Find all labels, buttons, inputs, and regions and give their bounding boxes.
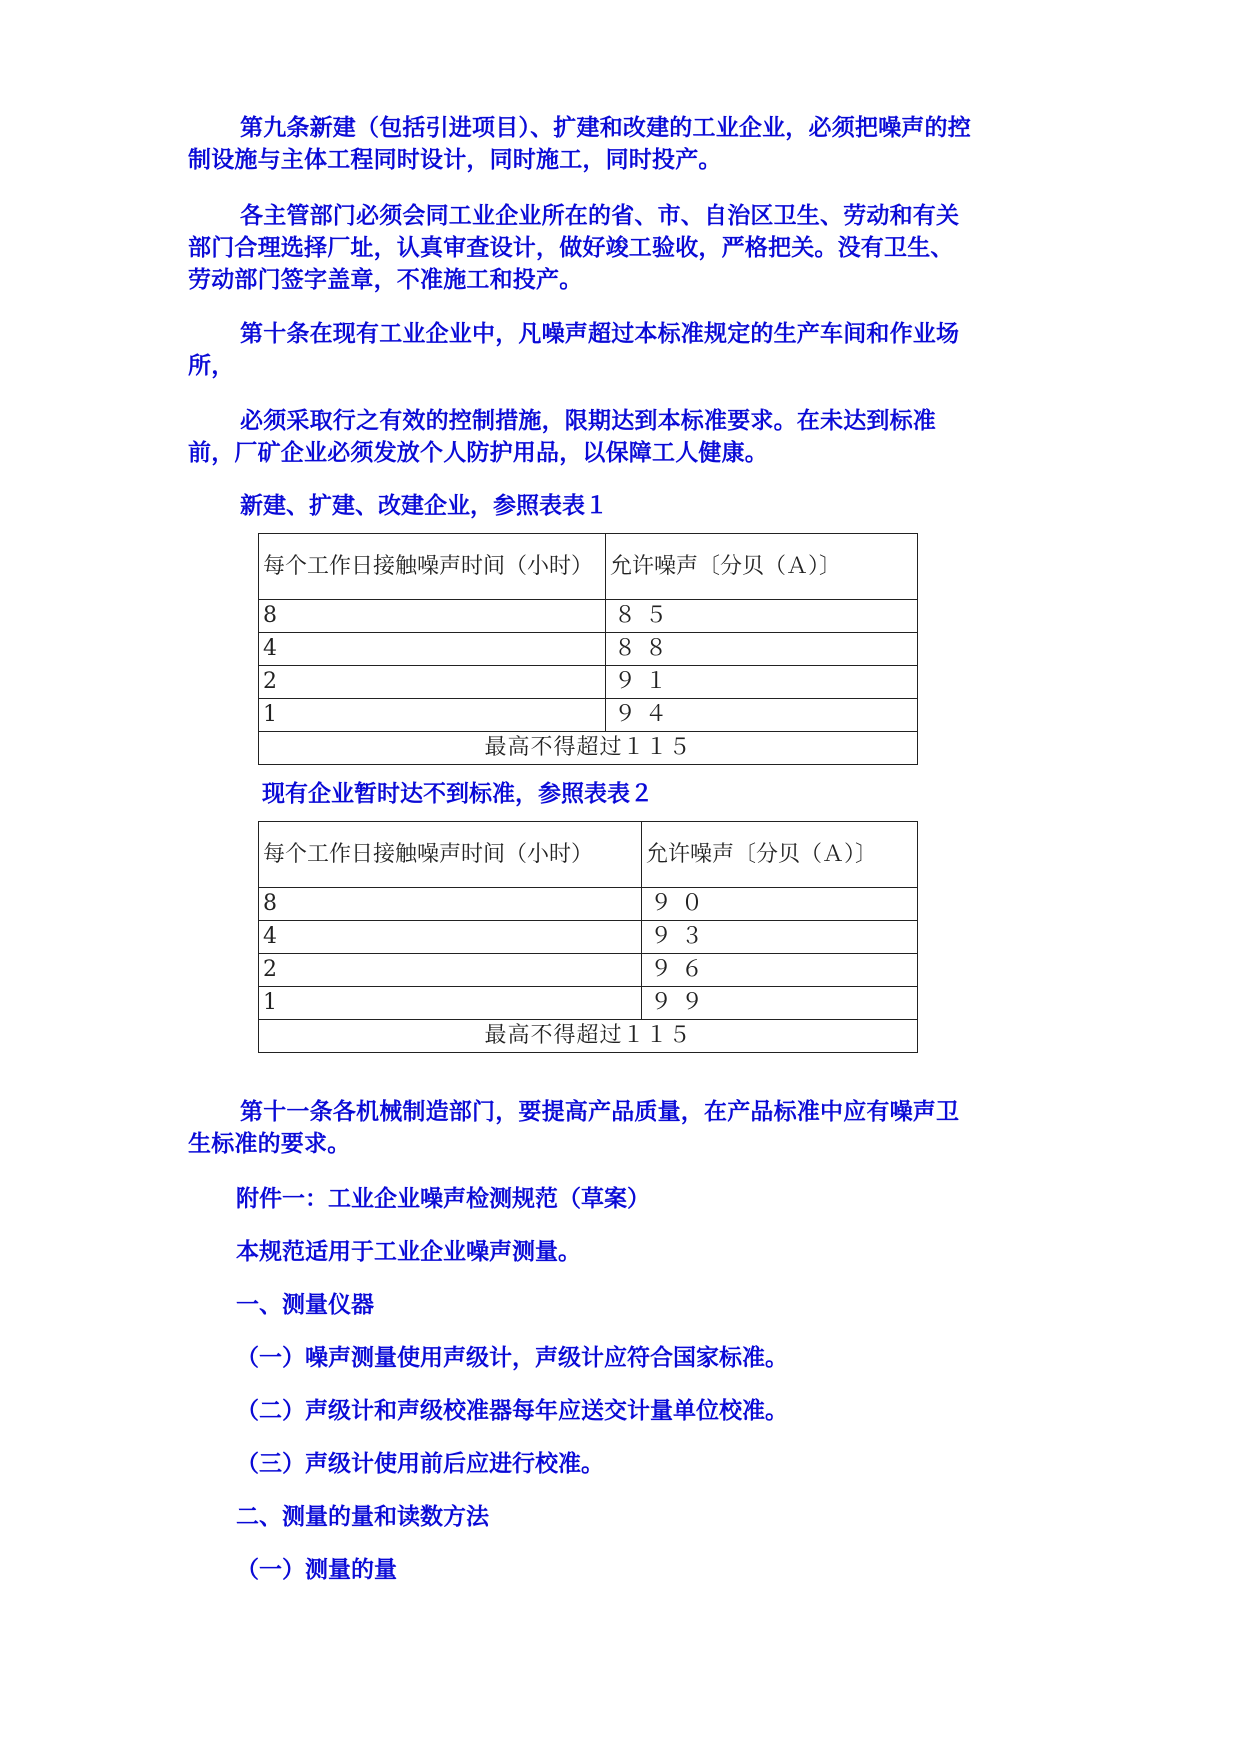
table-header-allowed-noise: 允许噪声〔分贝（Ａ）〕 [606, 534, 918, 600]
table-cell-decibels: ８５ [606, 600, 918, 633]
list-item-pre-post-calibration: （三）声级计使用前后应进行校准。 [236, 1450, 604, 1477]
table-cell-decibels: ９４ [606, 699, 918, 732]
noise-table-new-enterprises [258, 533, 918, 765]
table-cell-hours: 2 [259, 666, 606, 699]
table-cell-hours: 8 [259, 600, 606, 633]
table-cell-decibels: ８８ [606, 633, 918, 666]
table-cell-hours: 8 [259, 888, 642, 921]
list-item-sound-level-meter: （一）噪声测量使用声级计，声级计应符合国家标准。 [236, 1344, 788, 1371]
paragraph-article-11: 第十一条各机械制造部门，要提高产品质量，在产品标准中应有噪声卫生标准的要求。 [188, 1098, 960, 1157]
paragraph-control-measures: 必须采取行之有效的控制措施，限期达到本标准要求。在未达到标准前，厂矿企业必须发放个人防护用品，以保障工人健康。 [188, 407, 936, 466]
table-row [259, 633, 918, 666]
table-cell-decibels: ９０ [642, 888, 918, 921]
table-cell-decibels: ９６ [642, 954, 918, 987]
table-header-row [259, 822, 918, 888]
table-row [259, 600, 918, 633]
appendix-scope: 本规范适用于工业企业噪声测量。 [236, 1238, 581, 1265]
table-row [259, 666, 918, 699]
list-item-annual-calibration: （二）声级计和声级校准器每年应送交计量单位校准。 [236, 1397, 788, 1424]
paragraph-article-10: 第十条在现有工业企业中，凡噪声超过本标准规定的生产车间和作业场所， [188, 320, 960, 379]
table-cell-hours: 4 [259, 633, 606, 666]
table-footer-row [259, 732, 918, 765]
paragraph-department-approval: 各主管部门必须会同工业企业所在的省、市、自治区卫生、劳动和有关部门合理选择厂址，认真审查设计，做好竣工验收，严格把关。没有卫生、劳动部门签字盖章，不准施工和投产。 [188, 202, 960, 293]
table-header-allowed-noise: 允许噪声〔分贝（Ａ）〕 [642, 822, 918, 888]
table-header-row [259, 534, 918, 600]
table1-caption: 新建、扩建、改建企业，参照表表１ [240, 492, 608, 519]
table-cell-decibels: ９３ [642, 921, 918, 954]
noise-table-existing-enterprises [258, 821, 918, 1053]
table-cell-hours: 4 [259, 921, 642, 954]
section-heading-measurement-method: 二、测量的量和读数方法 [236, 1503, 489, 1530]
table-row [259, 954, 918, 987]
table-cell-hours: 2 [259, 954, 642, 987]
table2-caption: 现有企业暂时达不到标准，参照表表２ [262, 780, 653, 807]
table-cell-hours: 1 [259, 699, 606, 732]
list-item-measured-quantity: （一）测量的量 [236, 1556, 397, 1583]
table-header-exposure-time: 每个工作日接触噪声时间（小时） [259, 822, 642, 888]
paragraph-article-9: 第九条新建（包括引进项目）、扩建和改建的工业企业，必须把噪声的控制设施与主体工程同时设计，同时施工，同时投产。 [188, 114, 971, 173]
table-cell-decibels: ９９ [642, 987, 918, 1020]
table-header-exposure-time: 每个工作日接触噪声时间（小时） [259, 534, 606, 600]
section-heading-instruments: 一、测量仪器 [236, 1291, 374, 1318]
table-row [259, 888, 918, 921]
table-row [259, 699, 918, 732]
table-footer-row [259, 1020, 918, 1053]
table-row [259, 921, 918, 954]
table-cell-decibels: ９１ [606, 666, 918, 699]
appendix-title: 附件一：工业企业噪声检测规范（草案） [236, 1185, 650, 1212]
table-footer-max-limit: 最高不得超过１１５ [259, 732, 918, 765]
table-footer-max-limit: 最高不得超过１１５ [259, 1020, 918, 1053]
table-cell-hours: 1 [259, 987, 642, 1020]
table-row [259, 987, 918, 1020]
